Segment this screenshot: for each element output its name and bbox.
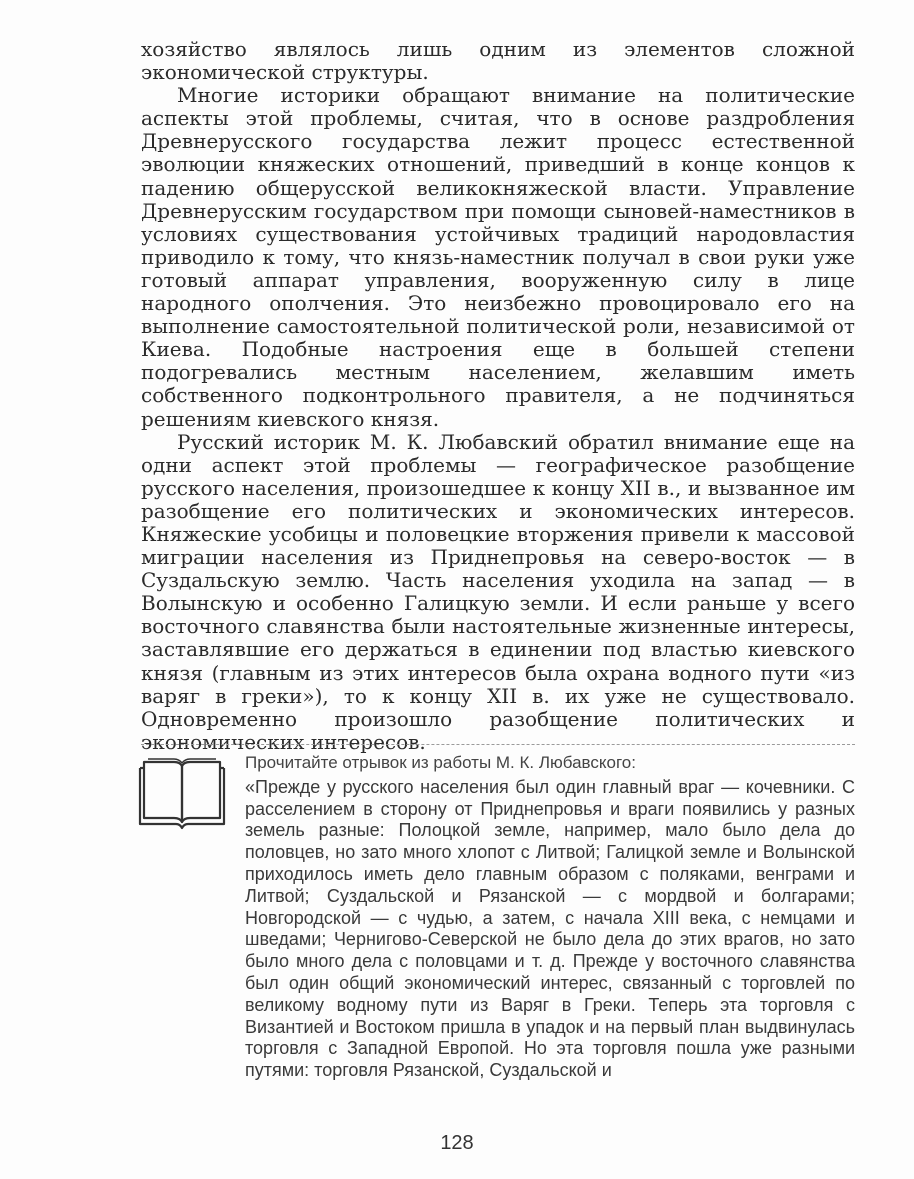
source-excerpt: [245, 752, 855, 1082]
paragraph-lyubavsky: Русский историк М. К. Любавский обратил внимание еще на одни аспект этой проблемы — географическое разобщение русского населения, произошедшее к концу XII в., и вызванное им разобщение его политических и экономических интересов. Княжеские усобицы и половецкие вторжения привели к массовой миграции населения из Приднепровья на северо-восток — в Суздальскую землю. Часть населения уходила на запад — в Волынскую и особенно Галицкую земли. И если раньше у всего восточного славянства были настоятельные жизненные интересы, заставлявшие его держаться в единении под властью киевского князя (главным из этих интересов была охрана водного пути «из варяг в греки»), то к концу XII в. их уже не существовало. Одновременно произошло разобщение политических и экономических интересов.: [141, 429, 855, 754]
section-divider: [141, 744, 855, 745]
page-number: 128: [440, 1132, 474, 1154]
source-intro: Прочитайте отрывок из работы М. К. Любавского:: [245, 753, 636, 772]
main-text-column: [141, 38, 855, 754]
open-book-icon: [136, 754, 228, 834]
paragraph-political-aspects: Многие историки обращают внимание на политические аспекты этой проблемы, считая, что в основе раздробления Древнерусского государства лежит процесс естественной эволюции княжеских отношений, приведший в конце концов к падению общерусской великокняжеской власти. Управление Древнерусским государством при помощи сыновей-наместников в условиях существования устойчивых традиций народовластия приводило к тому, что князь-наместник получал в свои руки уже готовый аппарат управления, вооруженную силу в лице народного ополчения. Это неизбежно провоцировало его на выполнение самостоятельной политической роли, независимой от Киева. Подобные настроения еще в большей степени подогревались местным населением, желавшим иметь собственного подконтрольного правителя, а не подчиняться решениям киевского князя.: [141, 83, 855, 431]
paragraph-continuation: хозяйство являлось лишь одним из элементов сложной экономической структуры.: [141, 37, 855, 85]
source-quote: «Прежде у русского населения был один главный враг — кочевники. С расселением в сторону от Приднепровья и враги появились у разных земель разные: Полоцкой земле, например, мало было дела до половцев, но зато много хлопот с Литвой; Галицкой земле и Волынской приходилось иметь дело главным образом с поляками, венграми и Литвой; Суздальской и Рязанской — с мордвой и болгарами; Новгородской — с чудью, а затем, с начала XIII века, с немцами и шведами; Черниговo-Северской не было дела до этих врагов, но зато было много дела с половцами и т. д. Прежде у восточного славянства был один общий экономический интерес, связанный с торговлей по великому водному пути из Варяг в Греки. Теперь эта торговля с Византией и Востоком пришла в упадок и на первый план выдвинулась торговля с Западной Европой. Но эта торговля пошла уже разными путями: торговля Рязанской, Суздальской и: [245, 776, 855, 1081]
